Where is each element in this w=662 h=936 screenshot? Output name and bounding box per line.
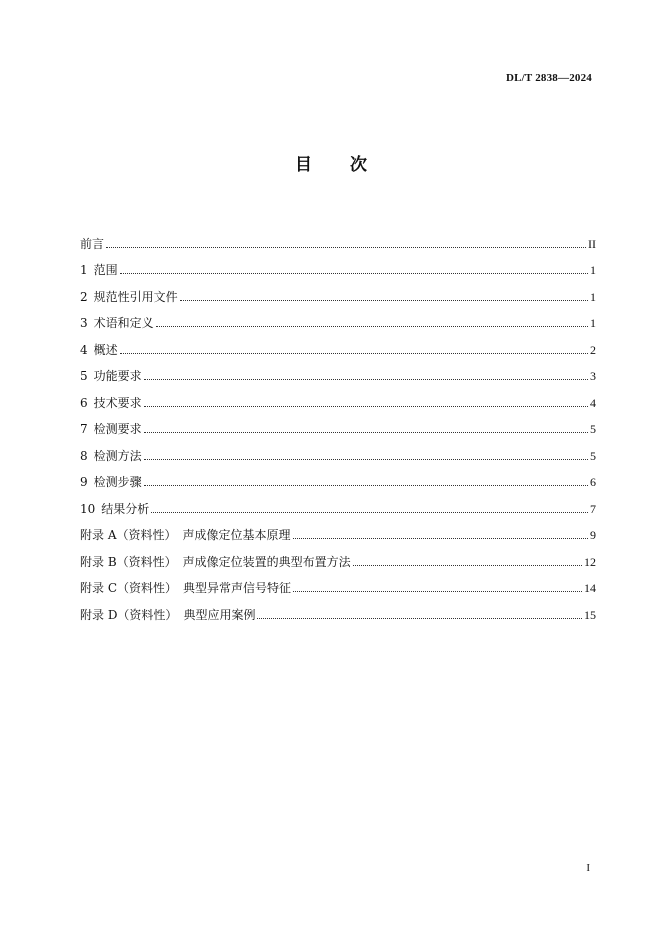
toc-entry-label <box>80 449 142 463</box>
toc-entry-label <box>80 422 142 436</box>
toc-entry-page: 1 <box>590 263 596 277</box>
toc-entry-2[interactable] <box>80 277 596 304</box>
appendix-label: 附录 C（资料性） <box>80 581 177 595</box>
toc-entry-page: 14 <box>584 581 596 595</box>
toc-title <box>0 150 662 175</box>
toc-entry-page: 7 <box>590 501 596 516</box>
toc-leader <box>144 432 588 433</box>
toc-appendix-a[interactable] <box>80 516 596 543</box>
toc-entry-label <box>80 290 178 304</box>
appendix-label: 附录 A（资料性） <box>80 528 177 542</box>
toc-entry-number: 10 <box>80 501 96 516</box>
toc-entry-page: 5 <box>590 422 596 436</box>
toc-entry-label: 前言 <box>80 236 105 251</box>
toc-entry-page: 9 <box>590 528 596 542</box>
appendix-label: 附录 B（资料性） <box>80 554 177 569</box>
toc-entry-page: 2 <box>590 342 596 357</box>
toc-entry-label <box>80 343 118 357</box>
appendix-name: 声成像定位装置的典型布置方法 <box>182 554 351 569</box>
appendix-name: 典型异常声信号特征 <box>183 581 292 595</box>
toc-entry-number: 7 <box>80 422 88 436</box>
toc-entry-label <box>80 581 291 595</box>
toc-leader <box>353 565 582 566</box>
toc-leader <box>293 538 589 539</box>
toc-leader <box>180 300 588 301</box>
toc-title-char-2: 次 <box>350 155 367 175</box>
toc-entry-label <box>80 555 351 569</box>
toc-entry-page: 5 <box>590 448 596 463</box>
toc-appendix-d[interactable] <box>80 595 596 622</box>
toc-leader <box>144 406 588 407</box>
toc-entry-10[interactable] <box>80 489 596 516</box>
toc-entry-number: 4 <box>80 342 88 357</box>
toc-entry-8[interactable] <box>80 436 596 463</box>
toc-leader <box>120 273 588 274</box>
toc-entry-page: 1 <box>590 316 596 330</box>
toc-leader <box>293 591 582 592</box>
toc-entry-label <box>80 369 142 383</box>
toc-entry-5[interactable] <box>80 357 596 384</box>
toc-entry-text: 检测要求 <box>93 422 142 436</box>
toc-entry-text: 术语和定义 <box>93 316 154 330</box>
toc-entry-3[interactable] <box>80 304 596 331</box>
toc-entry-page: 1 <box>590 289 596 304</box>
toc-leader <box>106 247 586 248</box>
toc-entry-number: 6 <box>80 395 88 410</box>
toc-entry-page: 12 <box>584 554 596 569</box>
toc-entry-page: 6 <box>590 475 596 489</box>
toc-entry-label <box>80 502 149 516</box>
toc-entry-7[interactable] <box>80 410 596 437</box>
toc-leader <box>144 459 588 460</box>
toc-entry-text: 范围 <box>93 263 118 277</box>
toc-entry-label <box>80 608 255 622</box>
toc-entry-4[interactable] <box>80 330 596 357</box>
appendix-name: 典型应用案例 <box>183 607 256 622</box>
toc-entry-label <box>80 528 291 542</box>
toc-entry-page: 4 <box>590 395 596 410</box>
toc-entry-label <box>80 316 154 330</box>
appendix-label: 附录 D（资料性） <box>80 607 178 622</box>
toc-entry-page: 15 <box>584 607 596 622</box>
toc-entry-label <box>80 396 142 410</box>
toc-entry-9[interactable] <box>80 463 596 490</box>
toc-entry-number: 5 <box>80 369 88 383</box>
toc-entry-text: 结果分析 <box>101 501 150 516</box>
toc-entry-foreword[interactable] <box>80 224 596 251</box>
toc-appendix-c[interactable] <box>80 569 596 596</box>
toc-entry-number: 9 <box>80 475 88 489</box>
toc-entry-6[interactable] <box>80 383 596 410</box>
toc-leader <box>120 353 588 354</box>
toc-entry-page: II <box>588 236 596 251</box>
toc-appendix-b[interactable] <box>80 542 596 569</box>
toc-entry-text: 功能要求 <box>93 369 142 383</box>
toc-entry-number: 8 <box>80 448 88 463</box>
page-number: I <box>586 862 590 874</box>
toc-leader <box>156 326 588 327</box>
toc-entry-text: 检测步骤 <box>93 475 142 489</box>
toc-entry-1[interactable] <box>80 251 596 278</box>
toc-leader <box>257 618 582 619</box>
toc-entry-number: 3 <box>80 316 88 330</box>
toc-list <box>80 224 596 622</box>
toc-title-char-1: 目 <box>295 155 312 175</box>
toc-entry-page: 3 <box>590 369 596 383</box>
toc-entry-number: 2 <box>80 289 88 304</box>
toc-entry-text: 技术要求 <box>93 395 142 410</box>
toc-entry-label <box>80 475 142 489</box>
appendix-name: 声成像定位基本原理 <box>182 528 291 542</box>
toc-leader <box>144 379 588 380</box>
toc-entry-number: 1 <box>80 263 88 277</box>
toc-entry-text: 概述 <box>93 342 118 357</box>
toc-entry-text: 检测方法 <box>93 448 142 463</box>
toc-entry-label <box>80 263 118 277</box>
toc-leader <box>151 512 588 513</box>
toc-leader <box>144 485 588 486</box>
document-code: DL/T 2838—2024 <box>505 72 592 84</box>
toc-entry-text: 规范性引用文件 <box>93 289 178 304</box>
